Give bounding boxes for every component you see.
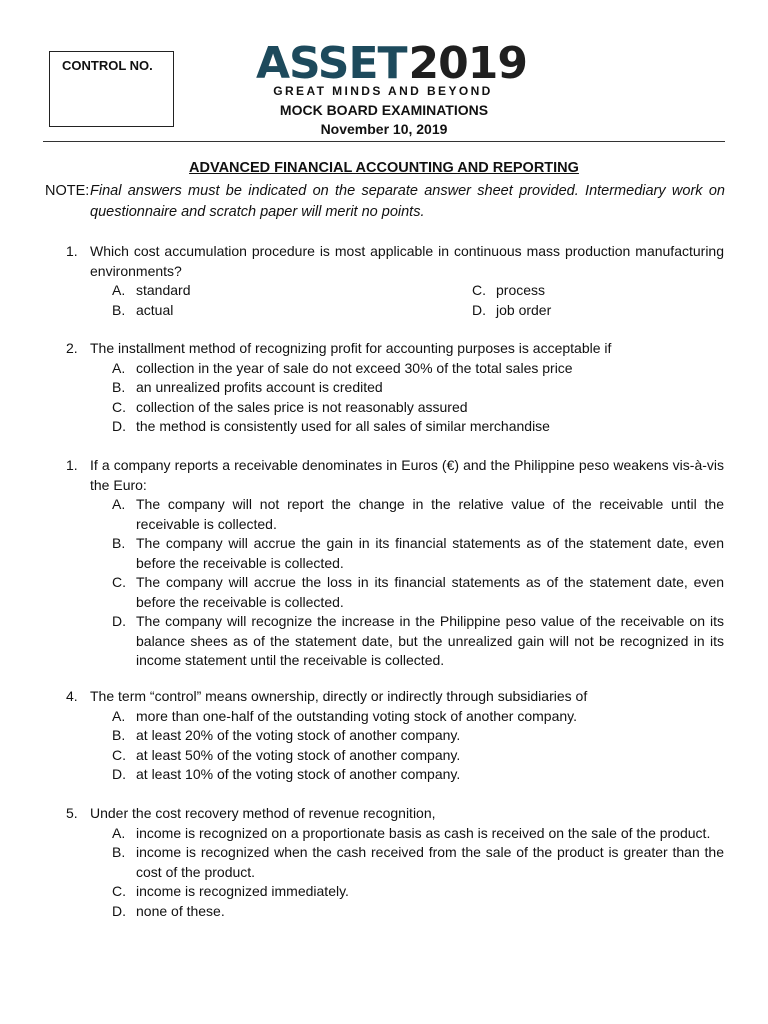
option-letter: D. [112, 766, 126, 782]
option-text: the method is consistently used for all sales of similar merchandise [136, 418, 550, 434]
question-text: The installment method of recognizing profit for accounting purposes is acceptable if [90, 340, 612, 356]
option-letter: D. [112, 613, 126, 629]
option-text: collection of the sales price is not reasonably assured [136, 398, 468, 415]
option-text: more than one-half of the outstanding voting stock of another company. [136, 707, 578, 724]
option-text: The company will recognize the increase in the Philippine peso value of the receivable on its balance shees as of the statement date, but the unrealized gain will not be recognized in its income statement until the receivable is collected. [136, 613, 724, 668]
option-letter: B. [112, 535, 126, 551]
option-text: at least 50% of the voting stock of another company. [136, 746, 461, 763]
option-text: at least 20% of the voting stock of another company. [136, 727, 461, 743]
answer-options [112, 281, 724, 320]
answer-option [112, 746, 724, 766]
option-letter: C. [112, 574, 126, 590]
answer-option [112, 726, 724, 746]
answer-options [112, 824, 724, 922]
option-letter: C. [112, 398, 126, 415]
exam-subtitle: MOCK BOARD EXAMINATIONS [279, 102, 489, 118]
option-letter: D. [472, 301, 486, 318]
option-text: collection in the year of sale do not exceed 30% of the total sales price [136, 359, 573, 376]
question-number: 2. [66, 340, 78, 356]
answer-option [472, 281, 702, 301]
note-label: NOTE: [45, 183, 90, 199]
answer-option [112, 378, 724, 398]
logo-year-text: 2019 [408, 38, 527, 89]
question-text: If a company reports a receivable denominates in Euros (€) and the Philippine peso weakens vis-à-vis the Euro: [90, 457, 724, 493]
answer-options [112, 707, 724, 785]
question-text: Under the cost recovery method of revenue recognition, [90, 805, 436, 821]
option-letter: A. [112, 359, 126, 376]
question-text: The term “control” means ownership, directly or indirectly through subsidiaries of [90, 688, 588, 704]
option-letter: D. [112, 902, 126, 919]
option-letter: A. [112, 824, 126, 841]
answer-option [112, 398, 724, 418]
option-text: an unrealized profits account is credited [136, 379, 383, 395]
option-text: income is recognized immediately. [136, 883, 349, 899]
question-item [66, 687, 724, 785]
option-letter: B. [112, 301, 126, 318]
header-divider [43, 141, 725, 142]
question-number: 1. [66, 243, 78, 259]
answer-options [112, 495, 724, 671]
answer-option [472, 301, 702, 321]
option-text: The company will accrue the gain in its financial statements as of the statement date, even before the receivable is collected. [136, 535, 724, 571]
answer-option [112, 573, 724, 612]
question-item [66, 456, 724, 671]
asset-2019-logo [256, 38, 527, 89]
option-letter: B. [112, 844, 126, 860]
answer-option [112, 882, 724, 902]
option-text: income is recognized on a proportionate basis as cash is received on the sale of the product. [136, 824, 711, 841]
option-text: The company will accrue the loss in its financial statements as of the statement date, even before the receivable is collected. [136, 574, 724, 610]
question-number: 1. [66, 457, 78, 473]
answer-option [112, 359, 724, 379]
option-text: The company will not report the change in the relative value of the receivable until the receivable is collected. [136, 496, 724, 532]
option-text: job order [496, 301, 552, 318]
exam-title: ADVANCED FINANCIAL ACCOUNTING AND REPORTING [189, 160, 579, 176]
answer-option [112, 612, 724, 671]
answer-option [112, 534, 724, 573]
question-number: 5. [66, 805, 78, 821]
answer-option [112, 281, 472, 301]
question-number: 4. [66, 688, 78, 704]
option-text: actual [136, 301, 174, 318]
option-letter: A. [112, 282, 126, 298]
question-item [66, 242, 724, 320]
control-number-label: CONTROL NO. [62, 58, 153, 73]
note-text: Final answers must be indicated on the separate answer sheet provided. Intermediary work on questionnaire and scratch paper will merit no points. [90, 183, 725, 220]
tagline: GREAT MINDS AND BEYOND [273, 84, 493, 98]
option-text: at least 10% of the voting stock of another company. [136, 766, 461, 782]
option-letter: A. [112, 707, 126, 724]
option-text: none of these. [136, 902, 225, 919]
question-item [66, 804, 724, 921]
option-text: process [496, 282, 546, 298]
answer-option [112, 495, 724, 534]
answer-option [112, 843, 724, 882]
option-text: standard [136, 282, 191, 298]
answer-option [112, 301, 472, 321]
option-letter: C. [112, 746, 126, 763]
option-letter: C. [112, 883, 126, 899]
exam-date: November 10, 2019 [320, 121, 448, 137]
answer-option [112, 707, 724, 727]
option-letter: C. [472, 282, 486, 298]
answer-options [112, 359, 724, 437]
option-text: income is recognized when the cash received from the sale of the product is greater than the cost of the product. [136, 844, 724, 880]
option-letter: B. [112, 727, 126, 743]
answer-option [112, 417, 724, 437]
question-text: Which cost accumulation procedure is most applicable in continuous mass production manufacturing environments? [90, 243, 724, 279]
answer-option [112, 765, 724, 785]
option-letter: A. [112, 496, 126, 512]
answer-option [112, 902, 724, 922]
logo-asset-text: ASSET [256, 38, 407, 89]
option-letter: B. [112, 379, 126, 395]
option-letter: D. [112, 418, 126, 434]
answer-option [112, 824, 724, 844]
question-item [66, 339, 724, 437]
